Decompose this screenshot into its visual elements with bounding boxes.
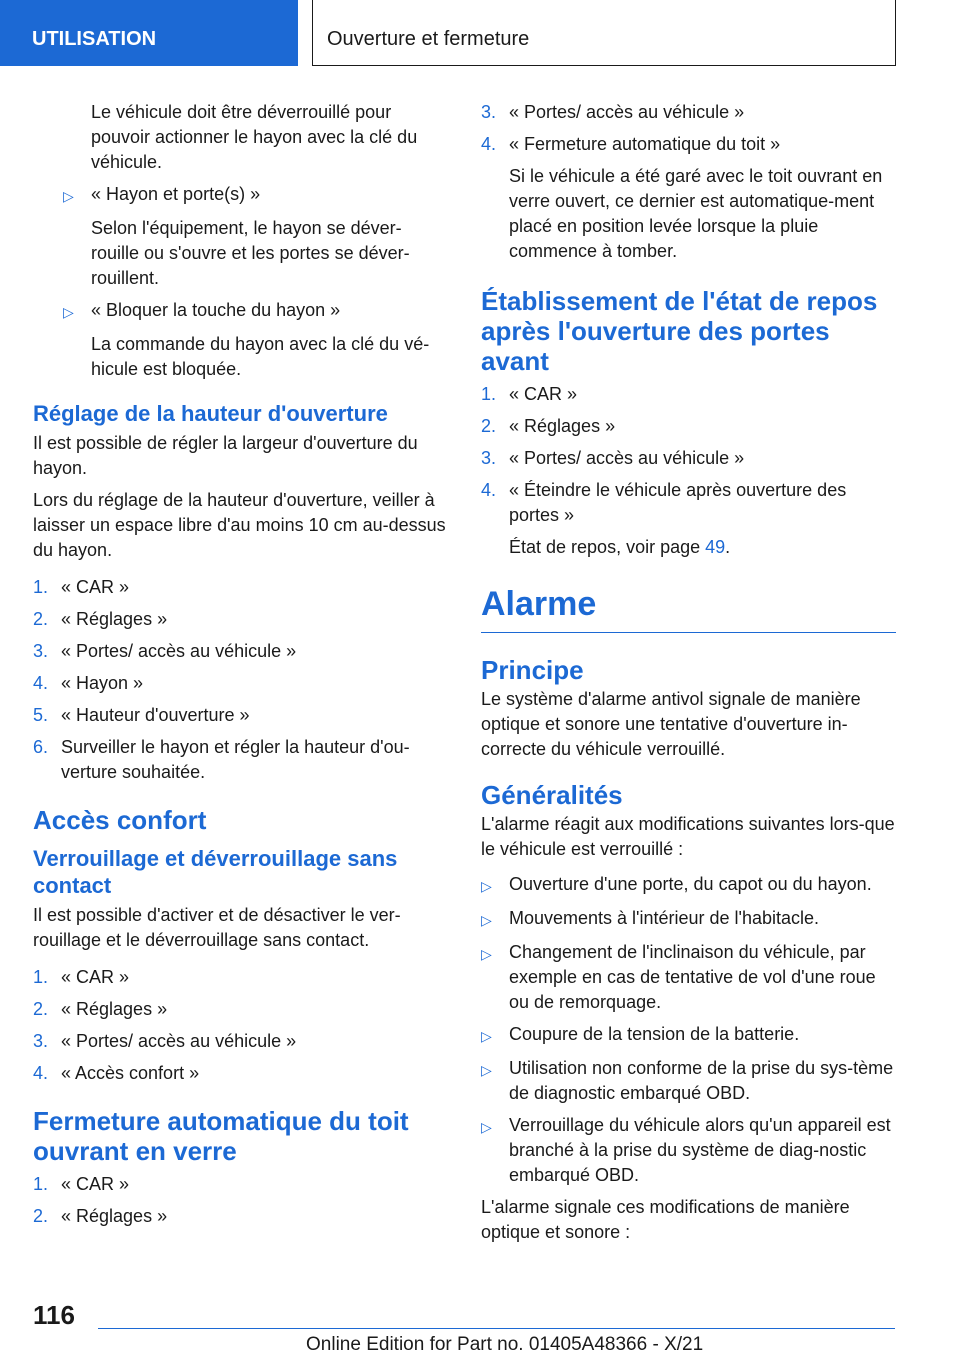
paragraph: Le système d'alarme antivol signale de manière optique et sonore une tentative d'ouverture in-correcte du véhicule verrouillé. [481, 689, 861, 759]
page-link[interactable]: 49 [705, 537, 726, 557]
paragraph: L'alarme réagit aux modifications suivantes lors-que le véhicule est verrouillé : [481, 814, 895, 859]
list-item: ▷ Changement de l'inclinaison du véhicule, par exemple en cas de tentative de vol d'une roue ou de remorquage. [481, 940, 896, 1015]
subsection-heading-sans-contact: Verrouillage et déverrouillage sans contact [33, 846, 398, 898]
section-tab: UTILISATION [0, 0, 298, 66]
triangle-bullet-icon: ▷ [481, 946, 492, 962]
triangle-bullet-icon: ▷ [481, 878, 492, 894]
paragraph: Il est possible de régler la largeur d'ouverture du hayon. [33, 433, 418, 478]
page-number: 116 [33, 1300, 75, 1330]
step-item: 4. « Éteindre le véhicule après ouverture des portes » [481, 480, 847, 525]
bullet-detail: Selon l'équipement, le hayon se déver-rouille ou s'ouvre et les portes se déver-rouillent. [91, 218, 410, 288]
step-item: 1. « CAR » [481, 384, 578, 404]
intro-note: Le véhicule doit être déverrouillé pour pouvoir actionner le hayon avec la clé du véhicule. [91, 102, 418, 172]
triangle-bullet-icon: ▷ [481, 1028, 492, 1044]
bullet-detail: La commande du hayon avec la clé du vé-hicule est bloquée. [91, 334, 430, 379]
right-column [481, 100, 896, 1252]
list-item: ▷ Utilisation non conforme de la prise du sys-tème de diagnostic embarqué OBD. [481, 1056, 896, 1106]
section-heading-principe: Principe [481, 655, 584, 685]
step-note: Si le véhicule a été garé avec le toit ouvrant en verre ouvert, ce dernier est automatique-ment placé en position levée lorsque la pluie commence à tomber. [509, 166, 883, 261]
triangle-bullet-icon: ▷ [481, 912, 492, 928]
section-heading-toit: Fermeture automatique du toit ouvrant en verre [33, 1106, 409, 1166]
step-item: 3. « Portes/ accès au véhicule » [481, 448, 745, 468]
chapter-title: Ouverture et fermeture [312, 0, 896, 66]
step-item: 4. « Fermeture automatique du toit » [481, 134, 781, 154]
step-item: 2. « Réglages » [33, 999, 168, 1019]
paragraph: Lors du réglage de la hauteur d'ouverture, veiller à laisser un espace libre d'au moins 10 cm au-dessus du hayon. [33, 490, 446, 560]
step-item: 1. « CAR » [33, 1174, 130, 1194]
step-item: 2. « Réglages » [33, 609, 168, 629]
step-item: 1. « CAR » [33, 577, 130, 597]
edition-info: Online Edition for Part no. 01405A48366 - X/21 [306, 1334, 704, 1355]
list-item: ▷ « Bloquer la touche du hayon » [33, 298, 448, 325]
paragraph: L'alarme signale ces modifications de manière optique et sonore : [481, 1197, 850, 1242]
section-heading-generalites: Généralités [481, 780, 623, 810]
step-item: 2. « Réglages » [481, 416, 616, 436]
step-item: 6. Surveiller le hayon et régler la hauteur d'ou-verture souhaitée. [33, 737, 410, 782]
triangle-bullet-icon: ▷ [63, 304, 74, 320]
step-item: 5. « Hauteur d'ouverture » [33, 705, 250, 725]
list-item: ▷ « Hayon et porte(s) » [33, 182, 448, 209]
step-item: 1. « CAR » [33, 967, 130, 987]
step-item: 2. « Réglages » [33, 1206, 168, 1226]
step-item: 3. « Portes/ accès au véhicule » [33, 1031, 297, 1051]
section-heading-hauteur: Réglage de la hauteur d'ouverture [33, 401, 388, 426]
page-reference: État de repos, voir page 49. [509, 537, 731, 557]
page-footer [0, 1296, 960, 1362]
left-column [33, 100, 448, 1236]
list-item: ▷ Verrouillage du véhicule alors qu'un appareil est branché à la prise du système de diag-nostic embarqué OBD. [481, 1113, 896, 1188]
step-item: 4. « Hayon » [33, 673, 144, 693]
step-item: 3. « Portes/ accès au véhicule » [481, 102, 745, 122]
triangle-bullet-icon: ▷ [481, 1119, 492, 1135]
section-heading-repos: Établissement de l'état de repos après l'ouverture des portes avant [481, 286, 878, 376]
step-item: 4. « Accès confort » [33, 1063, 200, 1083]
section-heading-acces: Accès confort [33, 805, 207, 835]
list-item: ▷ Mouvements à l'intérieur de l'habitacle. [481, 906, 896, 933]
step-item: 3. « Portes/ accès au véhicule » [33, 641, 297, 661]
triangle-bullet-icon: ▷ [63, 188, 74, 204]
chapter-heading-alarme: Alarme [481, 584, 896, 633]
list-item: ▷ Coupure de la tension de la batterie. [481, 1022, 896, 1049]
triangle-bullet-icon: ▷ [481, 1062, 492, 1078]
paragraph: Il est possible d'activer et de désactiver le ver-rouillage et le déverrouillage sans contact. [33, 905, 401, 950]
page-header [0, 0, 960, 66]
footer-divider [98, 1328, 895, 1329]
list-item: ▷ Ouverture d'une porte, du capot ou du hayon. [481, 872, 896, 899]
